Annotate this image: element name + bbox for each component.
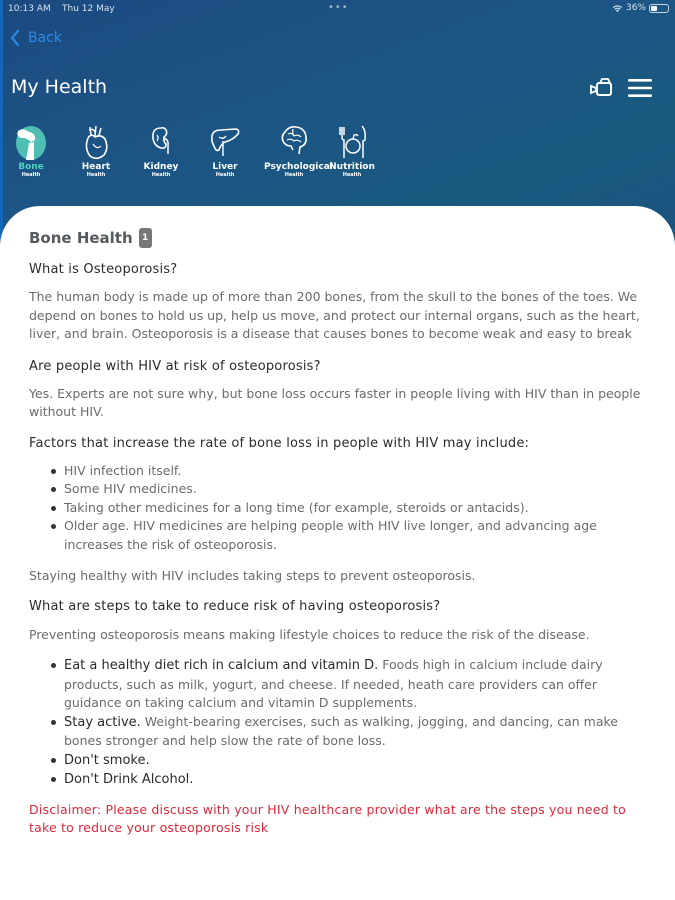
nutrition-icon <box>336 124 368 160</box>
article <box>29 228 644 838</box>
status-time: 10:13 AM <box>8 4 51 14</box>
article-title: Bone Health <box>29 229 133 247</box>
count-badge: 1 <box>139 228 152 248</box>
tab-title: Kidney <box>143 162 179 172</box>
header-background <box>0 0 675 240</box>
chevron-left-icon <box>10 30 20 46</box>
tab-subtitle: Health <box>151 172 171 178</box>
step-lead: Don't smoke. <box>64 752 150 768</box>
multitask-dots[interactable]: ••• <box>328 2 349 13</box>
tab-kidney-health[interactable] <box>131 124 191 178</box>
bone-icon <box>14 124 48 160</box>
kidney-icon <box>149 124 173 160</box>
tab-heart-health[interactable] <box>66 124 126 178</box>
section-heading: What are steps to take to reduce risk of having osteoporosis? <box>29 598 441 614</box>
tab-psychological-health[interactable] <box>264 124 333 178</box>
tab-nutrition-health[interactable] <box>322 124 382 178</box>
top-right-actions <box>589 76 653 100</box>
step-lead: Eat a healthy diet rich in calcium and vitamin D. <box>64 658 379 673</box>
list-item <box>64 751 644 771</box>
section-paragraph: Preventing osteoporosis means making lifestyle choices to reduce the risk of the disease. <box>29 626 590 642</box>
tab-subtitle: Health <box>342 172 362 178</box>
status-bar <box>0 0 675 20</box>
video-camera-icon[interactable] <box>589 76 615 100</box>
tab-liver-health[interactable] <box>195 124 255 178</box>
content-card <box>0 206 675 900</box>
prevention-steps-list <box>29 656 644 790</box>
brain-icon <box>279 124 309 160</box>
list-item <box>64 770 644 790</box>
list-item <box>64 656 644 713</box>
article-title-row <box>29 228 644 248</box>
battery-icon <box>649 4 669 13</box>
list-item: HIV infection itself. <box>64 462 644 481</box>
section-paragraph: Yes. Experts are not sure why, but bone loss occurs faster in people living with HIV than in people without HIV. <box>29 385 641 419</box>
step-text: Foods high in calcium include dairy products, such as milk, yogurt, and cheese. If needed, heath care providers can offer guidance on taking calcium and vitamin D supplements. <box>64 657 603 710</box>
list-item: Some HIV medicines. <box>64 480 644 499</box>
section-paragraph: The human body is made up of more than 200 bones, from the skull to the bones of the toes. We depend on bones to hold us up, help us move, and protect our internal organs, such as the heart, liver, and brain. Osteoporosis is a disease that causes bones to become weak and easy to break <box>29 289 640 341</box>
heart-icon <box>81 124 111 160</box>
tab-title: Nutrition <box>329 162 375 172</box>
section-heading: Factors that increase the rate of bone loss in people with HIV may include: <box>29 435 530 451</box>
section-heading: What is Osteoporosis? <box>29 262 178 277</box>
tab-subtitle: Health <box>284 172 304 178</box>
step-text: Weight-bearing exercises, such as walking, jogging, and dancing, can make bones stronger and help slow the rate of bone loss. <box>64 713 618 748</box>
risk-factors-list <box>29 462 644 555</box>
tab-bone-health[interactable] <box>1 124 61 178</box>
liver-icon <box>209 124 241 160</box>
section-paragraph: Staying healthy with HIV includes taking steps to prevent osteoporosis. <box>29 568 476 583</box>
section-heading: Are people with HIV at risk of osteoporosis? <box>29 358 321 374</box>
menu-icon[interactable] <box>627 76 653 100</box>
status-right <box>612 3 669 13</box>
tab-title: Bone <box>18 162 44 172</box>
list-item: Taking other medicines for a long time (for example, steroids or antacids). <box>64 499 644 518</box>
wifi-icon <box>612 4 623 13</box>
back-label: Back <box>28 30 62 46</box>
list-item <box>64 713 644 751</box>
tab-title: Heart <box>81 162 111 172</box>
tab-title: Liver <box>212 162 238 172</box>
tab-subtitle: Health <box>21 172 41 178</box>
page-title: My Health <box>11 76 108 98</box>
disclaimer-text: Disclaimer: Please discuss with your HIV healthcare provider what are the steps you need to take to reduce your osteoporosis risk <box>29 801 626 835</box>
step-lead: Don't Drink Alcohol. <box>64 772 194 787</box>
tab-subtitle: Health <box>86 172 106 178</box>
status-date: Thu 12 May <box>62 4 115 14</box>
battery-percent: 36% <box>625 3 646 13</box>
step-lead: Stay active. <box>64 714 141 730</box>
back-button[interactable] <box>10 30 62 46</box>
tab-title: Psychological <box>264 162 333 172</box>
tab-subtitle: Health <box>215 172 235 178</box>
list-item: Older age. HIV medicines are helping people with HIV live longer, and advancing age increases the risk of osteoporosis. <box>64 517 644 554</box>
